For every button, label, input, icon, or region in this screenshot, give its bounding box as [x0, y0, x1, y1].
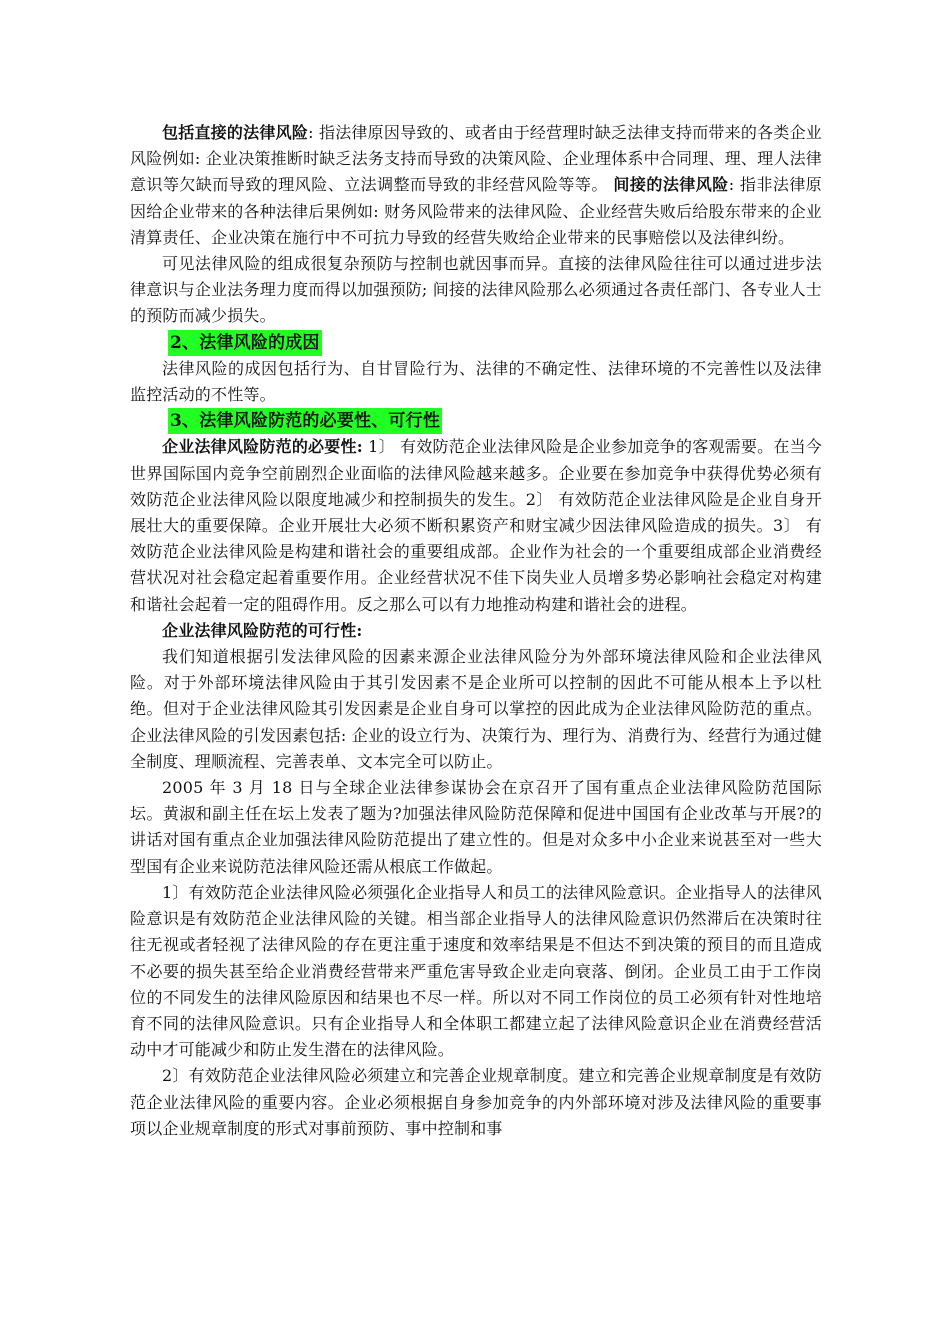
paragraph-prevention: 可见法律风险的组成很复杂预防与控制也就因事而异。直接的法律风险往往可以通过进步法律意识与企业法务理力度而得以加强预防; 间接的法律风险那么必须通过各责任部门、各专业人士的预防而减少损失。 — [130, 254, 822, 326]
paragraph-feasibility: 我们知道根据引发法律风险的因素来源企业法律风险分为外部环境法律风险和企业法律风险。对于外部环境法律风险由于其引发因素不是企业所可以控制的因此不可能从根本上予以杜绝。但对于企业法律风险其引发因素是企业自身可以掌控的因此成为企业法律风险防范的重点。企业法律风险的引发因素包括: 企业的设立行为、决策行为、理行为、消费行为、经营行为通过健全制度、理顺流程、完善表单、文本完全可以防止。 — [130, 647, 822, 771]
necessity-label: 企业法律风险防范的必要性: — [162, 437, 363, 457]
paragraph-risk-types — [130, 120, 822, 251]
direct-risk-label: 包括直接的法律风险 — [162, 123, 309, 142]
section-heading-3-wrap — [130, 408, 822, 434]
section-heading-causes: 2、法律风险的成因 — [168, 330, 322, 356]
indirect-risk-label: 间接的法律风险 — [613, 175, 729, 195]
paragraph-forum: 2005 年 3 月 18 日与全球企业法律参谋协会在京召开了国有重点企业法律风险防范国际坛。黄淑和副主任在坛上发表了题为?加强法律风险防范保障和促进中国国有企业改革与开展?的讲话对国有重点企业加强法律风险防范提出了建立性的。但是对众多中小企业来说甚至对一些大型国有企业来说防范法律风险还需从根底工作做起。 — [130, 778, 822, 876]
paragraph-causes: 法律风险的成因包括行为、自甘冒险行为、法律的不确定性、法律环境的不完善性以及法律监控活动的不性等。 — [130, 358, 822, 405]
paragraph-regulations: 2〕有效防范企业法律风险必须建立和完善企业规章制度。建立和完善企业规章制度是有效防范企业法律风险的重要内容。企业必须根据自身参加竞争的内外部环境对涉及法律风险的重要事项以企业规章制度的形式对事前预防、事中控制和事 — [130, 1066, 822, 1138]
paragraph-necessity — [130, 434, 822, 617]
document-body — [130, 120, 822, 1142]
direct-risk-text: : 指法律原因导致的、或者由于经营理时缺乏法律支持而带来的各类企业风险例如: 企业决策推断时缺乏法务支持而导致的决策风险、企业理体系中合同理、理、理人法律意识等欠缺而导致的理风险、立法调整而导致的非经营风险等等。 — [130, 123, 822, 195]
necessity-text: 1〕 有效防范企业法律风险是企业参加竞争的客观需要。在当今世界国际国内竞争空前剧烈企业面临的法律风险越来越多。企业要在参加竞争中获得优势必须有效防范企业法律风险以限度地减少和控制损失的发生。2〕 有效防范企业法律风险是企业自身开展壮大的重要保障。企业开展壮大必须不断积累资产和财宝减少因法律风险造成的损失。3〕 有效防范企业法律风险是构建和谐社会的重要组成部。企业作为社会的一个重要组成部企业消费经营状况对社会稳定起着重要作用。企业经营状况不佳下岗失业人员增多势必影响社会稳定对构建和谐社会起着一定的阻碍作用。反之那么可以有力地推动构建和谐社会的进程。 — [130, 437, 822, 614]
indirect-risk-text: : 指非法律原因给企业带来的各种法律后果例如: 财务风险带来的法律风险、企业经营失败后给股东带来的企业清算责任、企业决策在施行中不可抗力导致的经营失败给企业带来的民事赔偿以及法律纠纷。 — [130, 175, 822, 247]
feasibility-label: 企业法律风险防范的可行性: — [162, 620, 363, 640]
paragraph-awareness: 1〕有效防范企业法律风险必须强化企业指导人和员工的法律风险意识。企业指导人的法律风险意识是有效防范企业法律风险的关键。相当部企业指导人的法律风险意识仍然滞后在决策时往往无视或者轻视了法律风险的存在更注重于速度和效率结果是不但达不到决策的预目的而且造成不必要的损失甚至给企业消费经营带来严重危害导致企业走向衰落、倒闭。企业员工由于工作岗位的不同发生的法律风险原因和结果也不尽一样。所以对不同工作岗位的员工必须有针对性地培育不同的法律风险意识。只有企业指导人和全体职工都建立起了法律风险意识企业在消费经营活动中才可能减少和防止发生潜在的法律风险。 — [130, 882, 822, 1060]
section-heading-necessity: 3、法律风险防范的必要性、可行性 — [168, 408, 442, 434]
section-heading-2-wrap — [130, 330, 822, 356]
